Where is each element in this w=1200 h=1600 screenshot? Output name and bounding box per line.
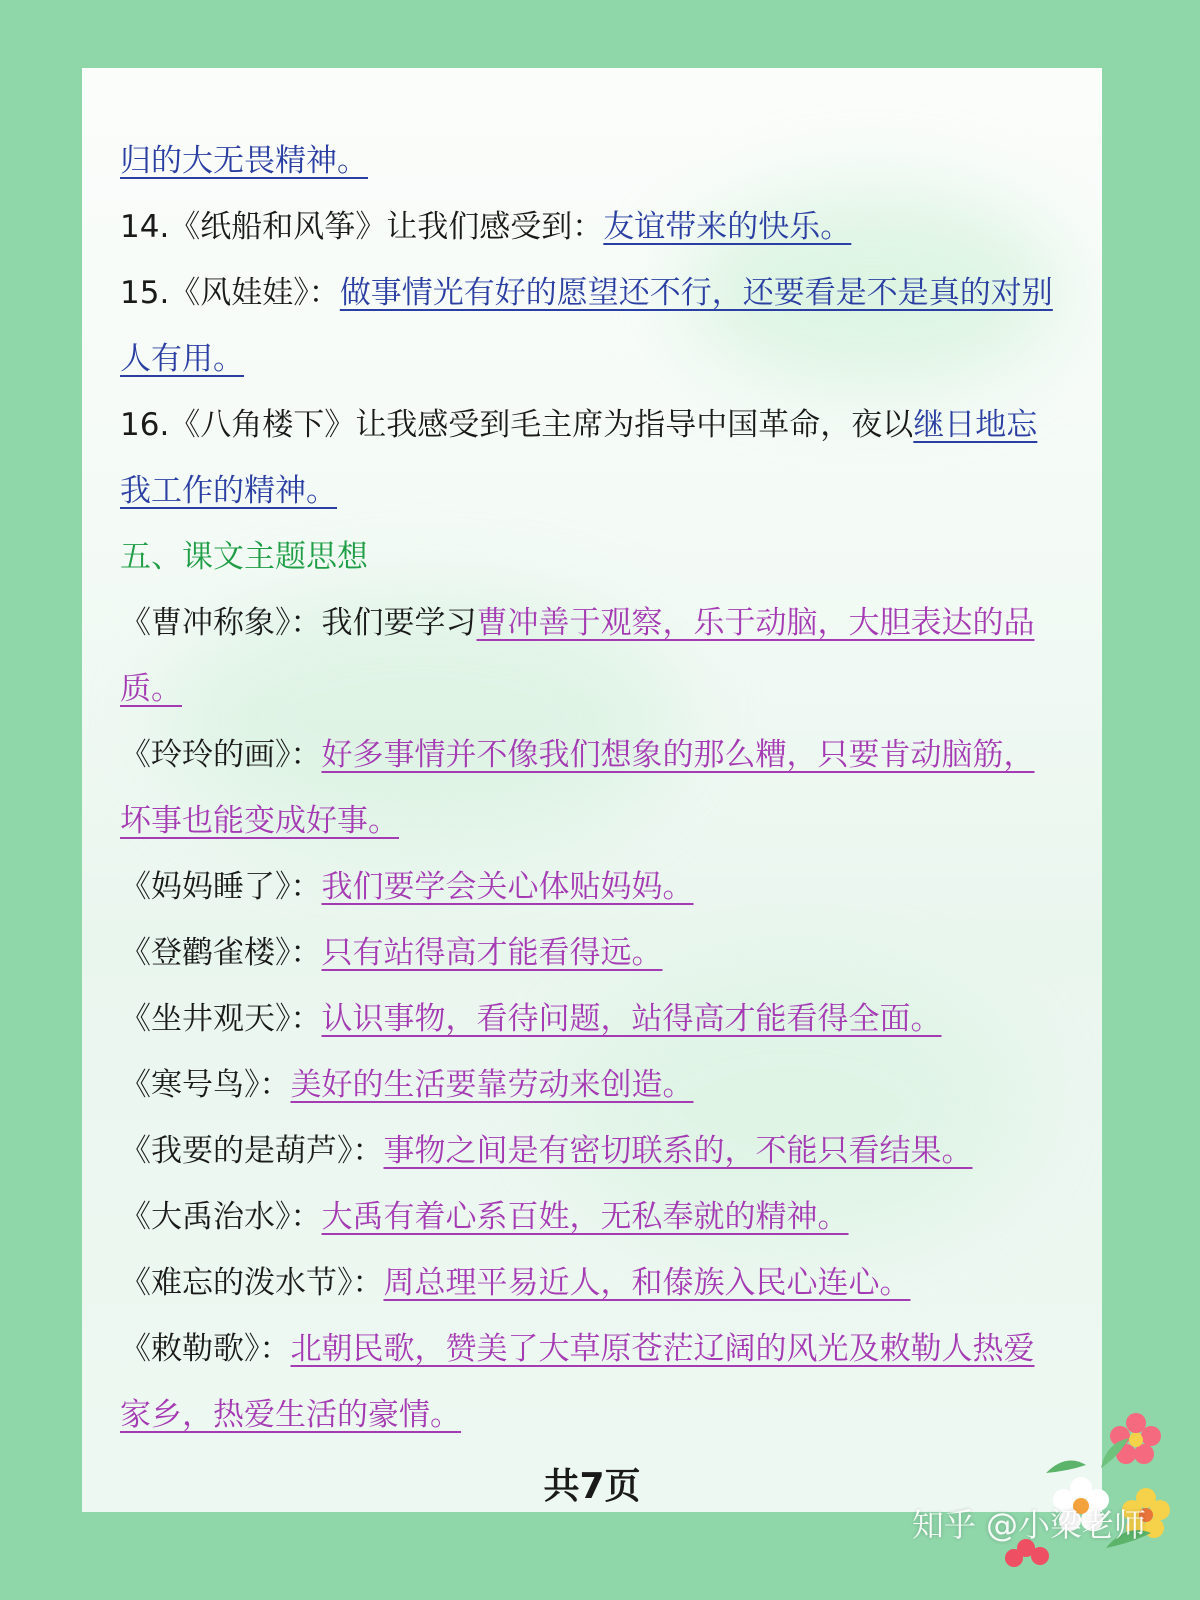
answer-text: 做事情光有好的愿望还不行，还要看是不是真的对别人有用。: [120, 275, 1053, 377]
list-item: 《大禹治水》：大禹有着心系百姓，无私奉就的精神。: [120, 1199, 849, 1235]
list-item: 《登鹳雀楼》：只有站得高才能看得远。: [120, 935, 663, 971]
page-count: 共7页: [543, 1466, 641, 1507]
answer-text: 友谊带来的快乐。: [603, 209, 852, 245]
answer-text: 曹冲善于观察，乐于动脑，大胆表达的品质。: [120, 605, 1035, 707]
list-item: 《难忘的泼水节》：周总理平易近人，和傣族入民心连心。: [120, 1265, 911, 1301]
answer-text: 继日地忘我工作的精神。: [120, 407, 1038, 509]
answer-text: 认识事物，看待问题，站得高才能看得全面。: [321, 1001, 942, 1037]
watermark: 知乎 @小梁老师: [911, 1506, 1146, 1544]
list-item: 《曹冲称象》：我们要学习曹冲善于观察，乐于动脑，大胆表达的品质。: [120, 605, 1035, 707]
answer-text: 大禹有着心系百姓，无私奉就的精神。: [321, 1199, 849, 1235]
answer-text: 只有站得高才能看得远。: [321, 935, 663, 971]
document-body: [120, 128, 1065, 1448]
answer-text: 我们要学会关心体贴妈妈。: [321, 869, 694, 905]
answer-text: 归的大无畏精神。: [120, 143, 368, 179]
list-item: 15.《风娃娃》：做事情光有好的愿望还不行，还要看是不是真的对别人有用。: [120, 275, 1053, 377]
section-title: 五、课文主题思想: [120, 539, 368, 575]
list-item: 《我要的是葫芦》：事物之间是有密切联系的，不能只看结果。: [120, 1133, 973, 1169]
list-item: 《玲玲的画》：好多事情并不像我们想象的那么糟，只要肯动脑筋，坏事也能变成好事。: [120, 737, 1035, 839]
list-item: 14.《纸船和风筝》让我们感受到：友谊带来的快乐。: [120, 209, 852, 245]
answer-text: 事物之间是有密切联系的，不能只看结果。: [383, 1133, 973, 1169]
answer-text: 北朝民歌，赞美了大草原苍茫辽阔的风光及敕勒人热爱家乡，热爱生活的豪情。: [120, 1331, 1035, 1433]
answer-text: 周总理平易近人，和傣族入民心连心。: [383, 1265, 911, 1301]
list-item: 《坐井观天》：认识事物，看待问题，站得高才能看得全面。: [120, 1001, 942, 1037]
answer-text: 好多事情并不像我们想象的那么糟，只要肯动脑筋，坏事也能变成好事。: [120, 737, 1035, 839]
list-item: 《妈妈睡了》：我们要学会关心体贴妈妈。: [120, 869, 694, 905]
list-item: 16.《八角楼下》让我感受到毛主席为指导中国革命，夜以继日地忘我工作的精神。: [120, 407, 1038, 509]
list-item: [120, 128, 1065, 194]
list-item: 《寒号鸟》：美好的生活要靠劳动来创造。: [120, 1067, 694, 1103]
list-item: 《敕勒歌》：北朝民歌，赞美了大草原苍茫辽阔的风光及敕勒人热爱家乡，热爱生活的豪情。: [120, 1331, 1035, 1433]
answer-text: 美好的生活要靠劳动来创造。: [290, 1067, 694, 1103]
document-page: [82, 68, 1102, 1512]
